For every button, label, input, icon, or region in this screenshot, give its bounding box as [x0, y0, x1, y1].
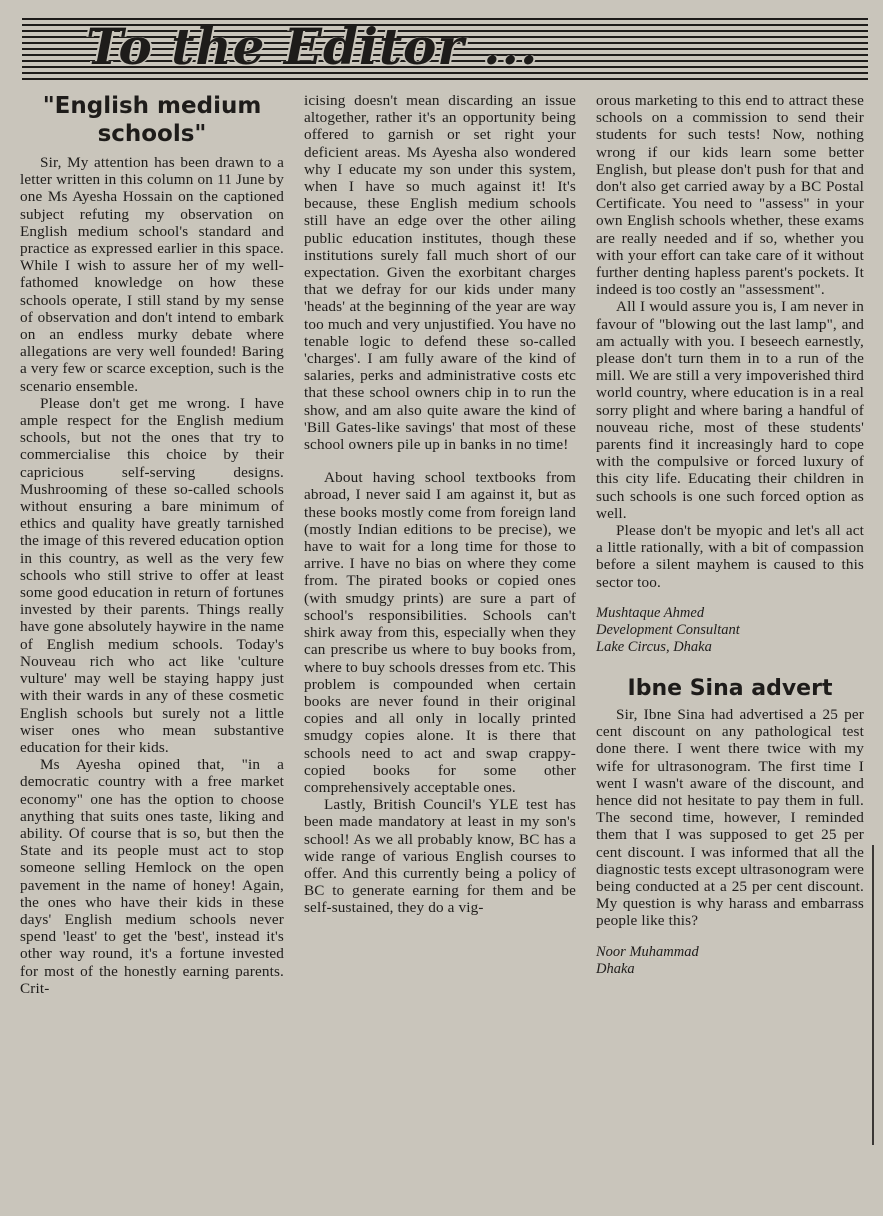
- letter1-paragraph-2: Please don't get me wrong. I have ample respect for the English medium schools, but not the ones that try to commercialise this choice by their capricious self-serving designs. Mushrooming of these so-called schools without ensuring a bare minimum of ethics and quality have greatly tarnished the image of this revered education option in this country, as well as the very few schools who still strive to offer at least some good education in return of fortunes invested by their parents. Things really have gone absolutely haywire in the name of English medium schools. Today's Nouveau rich who act like 'culture vulture' may well be staying happy just with their wards in any of these cosmetic English schools but surely not a little wiser ones who mean substantive education for their kids.: [20, 394, 284, 756]
- letter1-paragraph-5a: Lastly, British Council's YLE test has been made mandatory at least in my son's school! As we all probably know, BC has a wide range of various English courses to offer. And this currently being a policy of BC to generate earning for them and be self-sustained, they do a vig-: [304, 796, 576, 917]
- masthead: [22, 18, 868, 80]
- letter1-paragraph-7: Please don't be myopic and let's all act a little rationally, with a bit of compassion before a silent mayhem is caused to this sector too.: [596, 522, 864, 591]
- letter2-signoff: [596, 944, 864, 978]
- letter1-signoff: [596, 605, 864, 656]
- column-2: [304, 92, 576, 917]
- letter1-signer-name: Mushtaque Ahmed: [596, 604, 705, 621]
- column-3: [596, 92, 864, 978]
- letter1-paragraph-4: About having school textbooks from abroad, I never said I am against it, but as these books mostly come from foreign land (mostly Indian editions to be precise), we have to wait for a long time for those to arrive. I have no bias on where they come from. The pirated books or copied ones (with smudgy prints) are sure a part of school's responsibilities. Schools can't shirk away from this, especially when they can prescribe us where to buy books from, where to buy schools dresses from etc. This problem is compounded when certain books are never found in their original copies and all only in locally printed smudgy copies alone. It is there that schools need to act and swap crappy-copied books for some other comprehensively acceptable ones.: [304, 469, 576, 796]
- letter2-signer-place: Dhaka: [596, 960, 635, 977]
- letter2-headline: Ibne Sina advert: [627, 675, 833, 701]
- letter1-headline: "English medium schools": [42, 93, 262, 147]
- letter1-signer-title: Development Consultant: [596, 621, 740, 638]
- letter1-paragraph-1: Sir, My attention has been drawn to a letter written in this column on 11 June by one Ms Ayesha Hossain on the captioned subject refuting my observation on English medium school's standard and practice as expressed earlier in this space. While I wish to assure her of my well-fathomed knowledge on how these schools operate, I still stand by my sense of observation and don't intend to embark on an endless murky debate where allegations are very well founded! Baring a very few or scarce exception, such is the scenario ensemble.: [20, 154, 284, 395]
- letter1-paragraph-3a: Ms Ayesha opined that, "in a democratic country with a free market economy" one has the option to choose anything that suits ones taste, liking and ability. Of course that is so, but then the State and its people must act to stop someone selling Hemlock on the open pavement in the name of honey! Again, the ones who have their kids in these days' English medium schools never spend 'least' to get the 'best', instead it's other way round, it's a fortune invested for most of the honestly earning parents. Crit-: [20, 756, 284, 997]
- column-rule: [872, 845, 874, 1145]
- masthead-title: To the Editor ...: [86, 17, 539, 76]
- letter2-paragraph-1: Sir, Ibne Sina had advertised a 25 per cent discount on any pathological test done there. I went there twice with my wife for ultrasonogram. The first time I went I wasn't aware of the discount, and hence did not hesitate to pay them in full. The second time, however, I reminded them that I was supposed to get 25 per cent discount. I was informed that all the diagnostic tests except ultrasonogram were being conducted at a 25 per cent discount. My question is why harass and embarrass people like this?: [596, 705, 864, 930]
- letter1-paragraph-6: All I would assure you is, I am never in favour of "blowing out the last lamp", and am actually with you. I beseech earnestly, please don't turn them in to a run of the mill. We are still a very impoverished third world country, where education is in a real sorry plight and where baring a handful of nouveau riche, most of these students' parents find it increasingly hard to cope with the compulsive or forced luxury of this city life. Educating their children in such schools is one such forced option as well.: [596, 298, 864, 522]
- column-1: [20, 92, 284, 997]
- letter1-paragraph-3b: icising doesn't mean discarding an issue altogether, rather it's an opportunity being offered to garnish or set right your deficient areas. Ms Ayesha also wondered why I educate my son under this system, when I have so much against it! It's because, these English medium schools still have an edge over the other ailing public education institutes, though these institutions surely fall much short of our expectation. Given the exorbitant charges that we defray for our kids under many 'heads' at the beginning of the year are way too much and very unjustified. You have no tenable logic to defend these so-called 'charges'. I am fully aware of the kind of salaries, perks and administrative costs etc that these school owners chip in to run the show, and am also quite aware the kind of 'Bill Gates-like savings' that most of these school owners pile up in banks in no time!: [304, 92, 576, 454]
- letter2-signer-name: Noor Muhammad: [596, 943, 699, 960]
- letter1-paragraph-5b: orous marketing to this end to attract these schools on a commission to send their students for such tests! Now, nothing wrong if our kids learn some better English, but please don't push for that and don't also get carried away by a BC Postal Certificate. You need to "assess" in your own English schools whether, these exams are really needed and if so, whether you with your effort can take care of it without further denting hapless parent's pockets. It indeed is too costly an "assessment".: [596, 92, 864, 299]
- letter1-signer-place: Lake Circus, Dhaka: [596, 638, 712, 655]
